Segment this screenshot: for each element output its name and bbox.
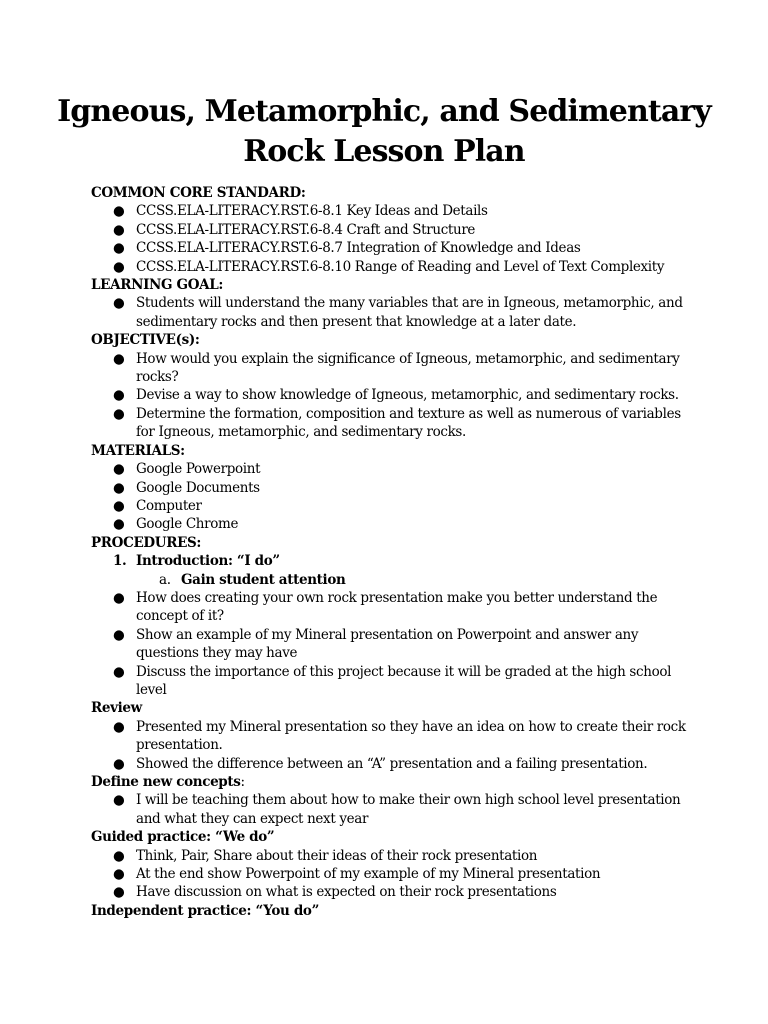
- list-item: ● CCSS.ELA-LITERACY.RST.6-8.4 Craft and Structure: [113, 221, 476, 238]
- bullet-icon: ●: [113, 866, 125, 883]
- bullet-icon: ●: [113, 479, 125, 496]
- bullet-icon: ●: [113, 663, 125, 680]
- bullet-icon: ●: [113, 405, 125, 422]
- bullet-icon: ●: [113, 884, 125, 901]
- list-item: ● Google Chrome: [113, 516, 239, 533]
- guided-practice-heading: Guided practice: “We do”: [91, 829, 275, 846]
- list-item: ● Discuss the importance of this project because it will be graded at the high school level: [113, 663, 672, 698]
- list-item: ● I will be teaching them about how to make their own high school level presentation and what they can expect next year: [113, 792, 681, 827]
- list-item: ● Show an example of my Mineral presentation on Powerpoint and answer any questions they may have: [113, 626, 639, 662]
- bullet-icon: ●: [113, 203, 125, 220]
- list-item: ● At the end show Powerpoint of my example of my Mineral presentation: [113, 866, 601, 883]
- materials-heading: MATERIALS:: [91, 442, 185, 459]
- bullet-icon: ●: [113, 461, 125, 478]
- list-item: ● Determine the formation, composition and texture as well as numerous of variables for Igneous, metamorphic, and sedimentary rocks.: [113, 405, 681, 441]
- bullet-icon: ●: [113, 792, 125, 809]
- learning-goal-heading: LEARNING GOAL:: [91, 277, 224, 294]
- bullet-icon: ●: [113, 516, 125, 533]
- list-item: ● Google Documents: [113, 479, 260, 496]
- bullet-icon: ●: [113, 718, 125, 735]
- list-item: ● Devise a way to show knowledge of Igneous, metamorphic, and sedimentary rocks.: [113, 387, 679, 404]
- bullet-icon: ●: [113, 387, 125, 404]
- list-item: ● Have discussion on what is expected on their rock presentations: [113, 884, 557, 901]
- list-item: ● Students will understand the many variables that are in Igneous, metamorphic, and sedimentary rocks and then present that knowledge at a later date.: [113, 295, 683, 330]
- independent-practice-heading: Independent practice: “You do”: [91, 902, 319, 919]
- procedure-substep: a. Gain student attention: [159, 571, 346, 588]
- bullet-icon: ●: [113, 221, 125, 238]
- objectives-heading: OBJECTIVE(s):: [91, 332, 200, 349]
- list-item: ● How would you explain the significance of Igneous, metamorphic, and sedimentary rocks?: [113, 350, 680, 386]
- bullet-icon: ●: [113, 258, 125, 275]
- procedures-heading: PROCEDURES:: [91, 534, 202, 551]
- bullet-icon: ●: [113, 497, 125, 514]
- document-title: Igneous, Metamorphic, and Sedimentary Rock Lesson Plan: [57, 94, 711, 169]
- bullet-icon: ●: [113, 350, 125, 367]
- define-new-concepts-heading: Define new concepts:: [91, 774, 245, 790]
- list-item: ● CCSS.ELA-LITERACY.RST.6-8.1 Key Ideas and Details: [113, 203, 488, 220]
- procedure-step: 1. Introduction: “I do”: [113, 553, 280, 570]
- common-core-heading: COMMON CORE STANDARD:: [91, 185, 306, 201]
- bullet-icon: ●: [113, 589, 125, 606]
- list-item: ● Computer: [113, 497, 202, 514]
- bullet-icon: ●: [113, 847, 125, 864]
- bullet-icon: ●: [113, 295, 125, 312]
- list-item: ● Google Powerpoint: [113, 461, 261, 478]
- bullet-icon: ●: [113, 240, 125, 257]
- list-item: ● CCSS.ELA-LITERACY.RST.6-8.7 Integration of Knowledge and Ideas: [113, 240, 581, 257]
- bullet-icon: ●: [113, 755, 125, 772]
- list-item: ● Presented my Mineral presentation so they have an idea on how to create their rock presentation.: [113, 718, 686, 754]
- document-body: [91, 184, 691, 920]
- list-item: ● Think, Pair, Share about their ideas of their rock presentation: [113, 847, 538, 864]
- review-heading: Review: [91, 700, 142, 717]
- list-item: ● CCSS.ELA-LITERACY.RST.6-8.10 Range of Reading and Level of Text Complexity: [113, 258, 665, 275]
- list-item: ● How does creating your own rock presentation make you better understand the concept of it?: [113, 589, 658, 625]
- bullet-icon: ●: [113, 626, 125, 643]
- list-item: ● Showed the difference between an “A” presentation and a failing presentation.: [113, 755, 648, 772]
